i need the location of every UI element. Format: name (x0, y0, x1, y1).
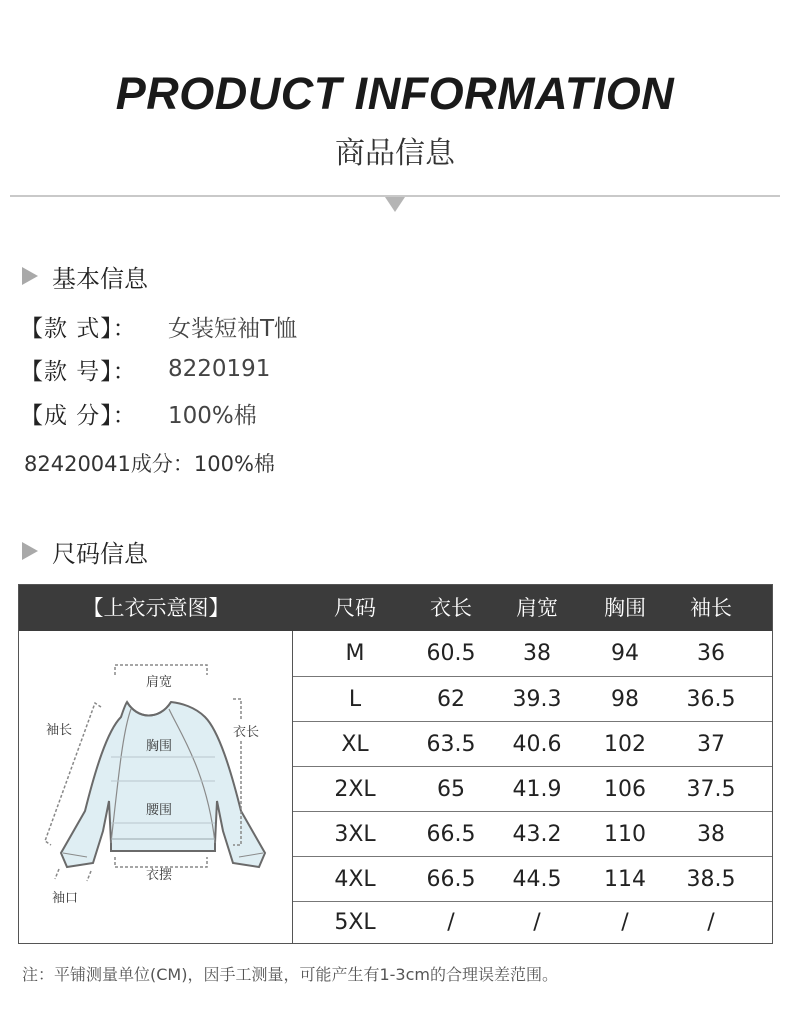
table-row (293, 631, 772, 676)
diagram-label-cuff: 袖口 (52, 891, 79, 906)
cell-shoulder: 38 (523, 641, 551, 666)
page-title-cn: 商品信息 (335, 136, 455, 171)
basic-info-heading (22, 259, 148, 293)
header-size: 尺码 (334, 596, 376, 620)
cell-chest: / (621, 910, 629, 935)
cell-chest: 98 (611, 687, 639, 712)
diagram-label-shoulder: 肩宽 (146, 675, 173, 690)
cell-shoulder: 44.5 (512, 867, 562, 892)
header-chest: 胸围 (604, 596, 646, 620)
header-shoulder: 肩宽 (516, 596, 558, 620)
page-title-en: PRODUCT INFORMATION (115, 68, 675, 119)
info-material-value: 100%棉 (168, 402, 257, 429)
info-style-key: 【款 式】： (20, 315, 137, 342)
cell-size: 3XL (334, 822, 376, 847)
cell-sleeve: 38.5 (686, 867, 736, 892)
cell-chest: 102 (604, 732, 646, 757)
cell-length: 65 (437, 777, 465, 802)
cell-sleeve: 38 (697, 822, 725, 847)
cell-length: 60.5 (426, 641, 476, 666)
cell-chest: 106 (604, 777, 646, 802)
cell-shoulder: 39.3 (512, 687, 562, 712)
garment-diagram (19, 631, 293, 943)
size-info-heading (22, 534, 148, 568)
cell-size: 4XL (334, 867, 376, 892)
info-style-value: 女装短袖T恤 (168, 315, 298, 342)
diagram-label-length: 衣长 (233, 721, 259, 740)
info-model-key: 【款 号】： (20, 358, 137, 385)
table-row (293, 856, 772, 901)
info-style-row (20, 310, 297, 342)
table-row (293, 811, 772, 856)
info-material-row (20, 397, 257, 429)
cell-length: 63.5 (426, 732, 476, 757)
diagram-label-waist: 腰围 (146, 803, 173, 818)
cell-sleeve: 36.5 (686, 687, 736, 712)
cell-size: M (345, 641, 365, 666)
cell-shoulder: 40.6 (512, 732, 562, 757)
basic-info-heading-label: 基本信息 (52, 264, 148, 293)
info-model-row (20, 353, 270, 385)
header-diagram: 【上衣示意图】 (82, 596, 230, 620)
cell-chest: 94 (611, 641, 639, 666)
cell-sleeve: 37.5 (686, 777, 736, 802)
divider-down-arrow-icon (385, 197, 405, 212)
triangle-right-icon (22, 542, 38, 560)
cell-shoulder: 43.2 (512, 822, 562, 847)
cell-sleeve: 36 (697, 641, 725, 666)
header-sleeve: 袖长 (690, 596, 732, 620)
cell-chest: 114 (604, 867, 646, 892)
info-material-key: 【成 分】： (20, 402, 137, 429)
diagram-label-hem: 衣摆 (146, 868, 173, 883)
cell-size: 5XL (334, 910, 376, 935)
measurement-note: 注：平铺测量单位(CM)，因手工测量，可能产生有1-3cm的合理误差范围。 (22, 965, 558, 984)
triangle-right-icon (22, 267, 38, 285)
diagram-label-chest: 胸围 (146, 739, 173, 754)
table-row (293, 901, 772, 943)
table-row (293, 766, 772, 811)
info-model-value: 8220191 (168, 356, 271, 382)
header-length: 衣长 (430, 596, 472, 620)
cell-shoulder: / (533, 910, 541, 935)
size-table (18, 584, 773, 944)
diagram-label-sleeve: 袖长 (46, 723, 73, 738)
cell-sleeve: 37 (697, 732, 725, 757)
cell-sleeve: / (707, 910, 715, 935)
size-info-heading-label: 尺码信息 (52, 539, 148, 568)
cell-length: 66.5 (426, 822, 476, 847)
cell-size: 2XL (334, 777, 376, 802)
cell-size: L (348, 687, 362, 712)
table-row (293, 721, 772, 766)
cell-length: / (447, 910, 455, 935)
cell-length: 66.5 (426, 867, 476, 892)
cell-shoulder: 41.9 (512, 777, 562, 802)
cell-length: 62 (437, 687, 465, 712)
size-table-header (19, 585, 772, 631)
cell-chest: 110 (604, 822, 646, 847)
table-row (293, 676, 772, 721)
cell-size: XL (341, 732, 369, 757)
composition-line: 82420041成分：100%棉 (24, 452, 275, 476)
